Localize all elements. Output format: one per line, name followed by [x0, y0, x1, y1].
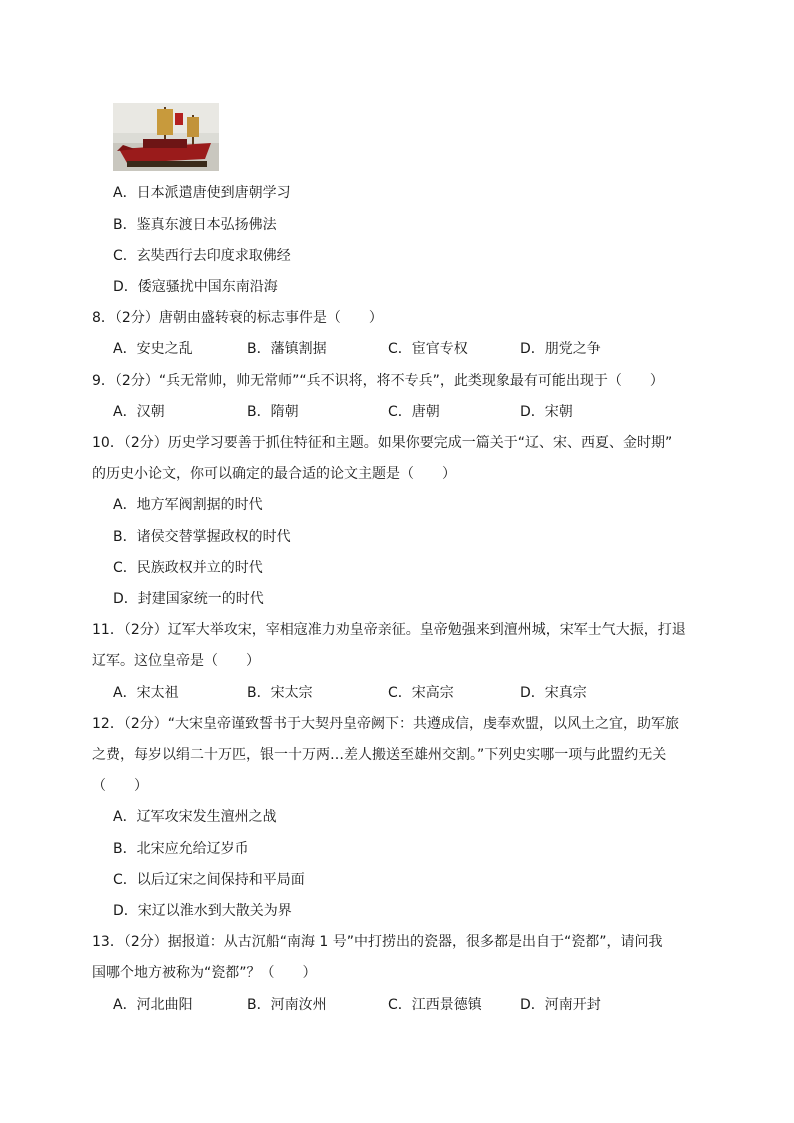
- q11-option-a: A．宋太祖: [113, 685, 179, 701]
- q11-option-d: D．宋真宗: [520, 685, 587, 701]
- q8-option-b: B．藩镇割据: [247, 341, 327, 357]
- q13-question-line1: 13．（2分）据报道：从古沉船“南海 1 号”中打捞出的瓷器，很多都是出自于“瓷都”，请问我: [92, 934, 663, 950]
- q10-question-line2: 的历史小论文，你可以确定的最合适的论文主题是（ ）: [92, 466, 456, 482]
- q9-question: 9．（2分）“兵无常帅，帅无常师”“兵不识将，将不专兵”，此类现象最有可能出现于（ ）: [92, 373, 664, 389]
- q12-option-c: C．以后辽宋之间保持和平局面: [113, 872, 305, 888]
- ancient-ship-image: [113, 103, 219, 171]
- q11-question-line1: 11．（2分）辽军大举攻宋，宰相寇准力劝皇帝亲征。皇帝勉强来到澶州城，宋军士气大振，打退: [92, 622, 686, 638]
- q8-option-c: C．宦官专权: [388, 341, 468, 357]
- q12-question-line3: （ ）: [92, 778, 148, 794]
- q12-question-line1: 12．（2分）“大宋皇帝谨致誓书于大契丹皇帝阙下：共遵成信，虔奉欢盟，以风土之宜，助军旅: [92, 716, 679, 732]
- q12-option-b: B．北宋应允给辽岁币: [113, 841, 249, 857]
- q13-option-d: D．河南开封: [520, 997, 601, 1013]
- q10-option-a: A．地方军阀割据的时代: [113, 497, 263, 513]
- ship-picture: [113, 103, 219, 171]
- q12-option-a: A．辽军攻宋发生澶州之战: [113, 809, 277, 825]
- q8-question: 8．（2分）唐朝由盛转衰的标志事件是（ ）: [92, 310, 383, 326]
- q7-option-a: A．日本派遣唐使到唐朝学习: [113, 185, 291, 201]
- q10-option-d: D．封建国家统一的时代: [113, 591, 264, 607]
- q8-option-a: A．安史之乱: [113, 341, 193, 357]
- q13-option-c: C．江西景德镇: [388, 997, 482, 1013]
- q9-option-c: C．唐朝: [388, 404, 440, 420]
- q11-question-line2: 辽军。这位皇帝是（ ）: [92, 653, 260, 669]
- q9-option-d: D．宋朝: [520, 404, 573, 420]
- q10-option-c: C．民族政权并立的时代: [113, 560, 263, 576]
- q13-option-a: A．河北曲阳: [113, 997, 193, 1013]
- q10-question-line1: 10．（2分）历史学习要善于抓住特征和主题。如果你要完成一篇关于“辽、宋、西夏、金时期”: [92, 435, 673, 451]
- q11-option-c: C．宋高宗: [388, 685, 454, 701]
- q13-question-line2: 国哪个地方被称为“瓷都”？（ ）: [92, 965, 317, 981]
- q11-option-b: B．宋太宗: [247, 685, 313, 701]
- q13-option-b: B．河南汝州: [247, 997, 327, 1013]
- q8-option-d: D．朋党之争: [520, 341, 601, 357]
- q7-option-c: C．玄奘西行去印度求取佛经: [113, 248, 291, 264]
- q12-question-line2: 之费，每岁以绢二十万匹，银一十万两…差人搬送至雄州交割。”下列史实哪一项与此盟约无关: [92, 747, 667, 763]
- q7-option-d: D．倭寇骚扰中国东南沿海: [113, 279, 278, 295]
- q7-option-b: B．鉴真东渡日本弘扬佛法: [113, 217, 277, 233]
- q12-option-d: D．宋辽以淮水到大散关为界: [113, 903, 292, 919]
- q10-option-b: B．诸侯交替掌握政权的时代: [113, 529, 291, 545]
- q9-option-a: A．汉朝: [113, 404, 165, 420]
- q9-option-b: B．隋朝: [247, 404, 299, 420]
